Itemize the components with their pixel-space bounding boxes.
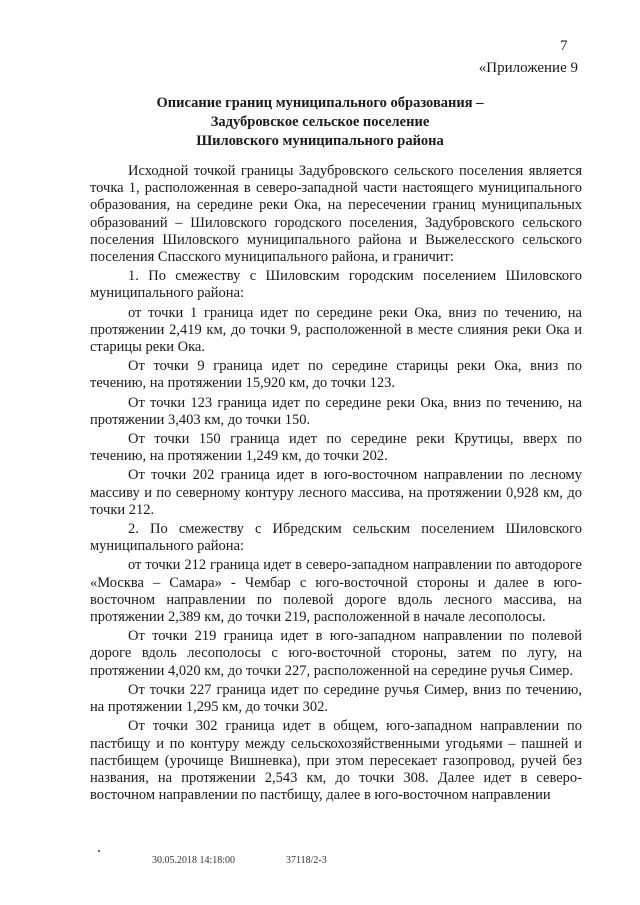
footer-doc-code: 37118/2-3 [286,855,327,866]
document-title [80,94,560,151]
paragraph: от точки 212 граница идет в северо-западном направлении по автодороге «Москва – Самара» - Чембар с юго-восточной стороны и далее в юго-восточном направлении по полевой дороге вдоль лесного массива, на протяжении 2,389 км, до точки 219, расположенной в начале лесополосы. [90,557,582,626]
paragraph: от точки 1 граница идет по середине реки Ока, вниз по течению, на протяжении 2,419 км, до точки 9, расположенной в месте слияния реки Ока и старицы реки Ока. [90,304,582,356]
scan-dot [98,850,100,852]
title-line: Описание границ муниципального образования – [156,95,484,111]
paragraph: От точки 202 граница идет в юго-восточном направлении по лесному массиву и по северному контуру лесного массива, на протяжении 0,928 км, до точки 212. [90,467,582,518]
paragraph: 1. По смежеству с Шиловским городским поселением Шиловского муниципального района: [90,268,582,302]
paragraph: Исходной точкой границы Задубровского сельского поселения является точка 1, расположенная в северо-западной части настоящего муниципального образования, на середине реки Ока, на пересечении границ муниципальных образований – Шиловского городского поселения, Задубровского сельского поселения Шиловского муниципального района и Выжелесского сельского поселения Спасского муниципального района, и граничит: [90,163,582,266]
paragraph: От точки 219 граница идет в юго-западном направлении по полевой дороге вдоль лесополосы с юго-восточной стороны, затем по лугу, на протяжении 4,020 км, до точки 227, расположенной на середине ручья Симер. [90,628,582,679]
title-line: Задубровское сельское поселение [210,114,430,130]
title-line: Шиловского муниципального района [196,133,444,149]
paragraph: От точки 9 граница идет по середине старицы реки Ока, вниз по течению, на протяжении 15,920 км, до точки 123. [90,358,582,392]
paragraph: От точки 302 граница идет в общем, юго-западном направлении по пастбищу и по контуру между сельскохозяйственными угодьями – пашней и пастбищем (урочище Вишневка), при этом пересекает газопровод, ручей без названия, на протяжении 2,543 км, до точки 308. Далее идет в северо-восточном направлении по пастбищу, далее в юго-восточном направлении [90,718,582,804]
footer-datetime: 30.05.2018 14:18:00 [152,855,236,866]
page-number: 7 [560,38,568,54]
appendix-label: «Приложение 9 [478,60,578,76]
paragraph: 2. По смежеству с Ибредским сельским поселением Шиловского муниципального района: [90,521,582,555]
paragraph: От точки 227 граница идет по середине ручья Симер, вниз по течению, на протяжении 1,295 км, до точки 302. [90,681,582,716]
document-body [90,163,582,804]
paragraph: От точки 150 граница идет по середине реки Крутицы, вверх по течению, на протяжении 1,249 км, до точки 202. [90,431,582,465]
paragraph: От точки 123 граница идет по середине реки Ока, вниз по течению, на протяжении 3,403 км, до точки 150. [90,394,582,428]
